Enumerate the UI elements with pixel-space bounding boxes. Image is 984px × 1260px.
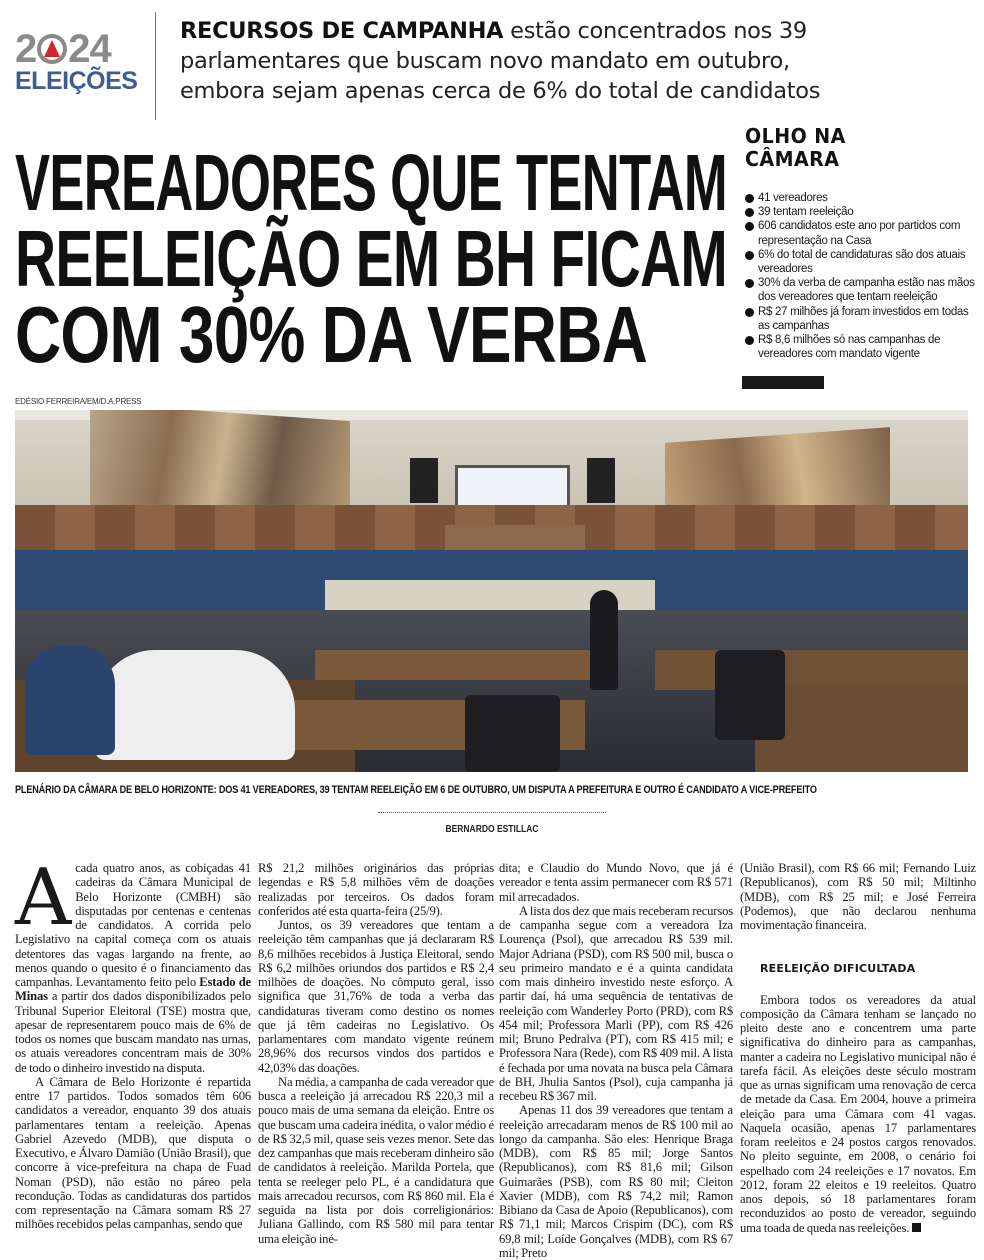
deck-kicker: RECURSOS DE CAMPANHA (180, 18, 504, 44)
header-divider (155, 12, 156, 120)
article-paragraph (740, 993, 976, 1235)
byline-rule (378, 812, 606, 813)
logo-word: ELEIÇÕES (15, 67, 138, 95)
chair (465, 695, 560, 772)
minas-triangle-icon (37, 34, 67, 64)
sidebar-item: 606 candidatos este ano por partidos com representação na Casa (745, 219, 980, 247)
sidebar-item: 30% da verba de campanha estão nas mãos dos vereadores que tentam reeleição (745, 276, 980, 304)
sidebar-item: 41 vereadores (745, 191, 980, 205)
photo-credit: EDÉSIO FERREIRA/EM/D.A.PRESS (15, 397, 142, 406)
headline-row (15, 290, 730, 379)
article-paragraph (15, 853, 251, 1075)
article-paragraph: A lista dos dez que mais receberam recursos de campanha segue com a vereadora Iza Lourença (Psol), que arrecadou R$ 539 mil. Major Adriana (PSD), com R$ 500 mil, busca o seu primeiro mandato e é a quinta candidata com mais dinheiro investido neste esforço. A partir daí, há uma sequência de tentativas de reeleição com Wanderley Porto (PRD), com R$ 454 mil; Professora Marli (PP), com R$ 426 mil; Bruno Pedralva (PT), com R$ 415 mil; e Professora Nara (Rede), com R$ 409 mil. A lista é fechada por uma novata na busca pela Câmara de BH, Jhulia Santos (Psol), cuja campanha já recebeu R$ 367 mil. (499, 903, 733, 1103)
newspaper-name: Estado de Minas (15, 975, 251, 1004)
headline-line: VEREADORES QUE TENTAM (15, 138, 727, 227)
logo-year-right: 24 (68, 27, 111, 71)
headline-line: COM 30% DA VERBA (15, 290, 648, 379)
drop-cap: A (15, 853, 72, 943)
article-column-4 (740, 861, 976, 1235)
text-run: cada quatro anos, as cobiçadas 41 cadeiras da Câmara Municipal de Belo Horizonte (CMBH) são disputadas por centenas e centenas de candidatos. A corrida pelo Legislativo na capital começa com os atuais detentores das vagas largando na frente, ao menos quando o quesito é o financiamento das campanhas. Levantamento feito pelo (15, 861, 251, 989)
logo-year (15, 27, 140, 71)
headline-line: REELEIÇÃO EM BH FICAM (15, 214, 727, 303)
desk (315, 650, 595, 680)
speaker (587, 458, 615, 503)
sidebar-item: 39 tentam reeleição (745, 205, 980, 219)
sidebar-end-bar (742, 376, 824, 389)
sidebar-list (745, 191, 980, 361)
article-paragraph: dita; e Claudio do Mundo Novo, que já é vereador e tenta assim permanecer com R$ 571 mil arrecadados. (499, 861, 733, 904)
article-subheading: REELEIÇÃO DIFICULTADA (760, 962, 916, 976)
article-paragraph: A Câmara de Belo Horizonte é repartida entre 17 partidos. Todos somados têm 606 candidatos a vereador, enquanto 39 dos atuais parlamentares tentam a reeleição. Apenas Gabriel Azevedo (MDB), que disputa o Executivo, e Álvaro Damião (União Brasil), que concorre à vice-prefeitura na chapa de Fuad Noman (PSD), não estão no páreo pela recondução. Todas as candidaturas dos partidos com representação na Câmara somam R$ 27 milhões recebidos pelas campanhas, sendo que (15, 1074, 251, 1232)
eleicoes-2024-logo (15, 27, 140, 95)
headline-row (15, 138, 730, 227)
sidebar-title: OLHO NA (745, 124, 846, 148)
end-mark-icon (912, 1223, 921, 1232)
sidebar-item: 6% do total de candidaturas são dos atuais vereadores (745, 248, 980, 276)
article-column-2 (258, 861, 494, 1246)
byline: BERNARDO ESTILLAC (445, 824, 539, 835)
deck-text (180, 16, 860, 106)
photo-caption-wrap (15, 780, 968, 798)
article-paragraph: Juntos, os 39 vereadores que tentam a reeleição têm campanhas que já declararam R$ 8,6 milhões recebidos à Justiça Eleitoral, sendo R$ 6,2 milhões oriundos dos partidos e R$ 2,4 milhões de doações. No cômputo geral, isso significa que 31,76% de toda a verba das candidaturas tiveram como destino os nomes que já têm cadeiras no Legislativo. Os parlamentares com mandato vigente reúnem 28,96% dos recursos vindos dos partidos e 42,03% das doações. (258, 918, 494, 1075)
article-paragraph: R$ 21,2 milhões originários das próprias legendas e R$ 5,8 milhões vêm de doações realizadas por terceiros. Os dados foram conferidos até esta quarta-feira (25/9). (258, 861, 494, 918)
headline (15, 138, 730, 379)
article-paragraph: (União Brasil), com R$ 66 mil; Fernando Luiz (Republicanos), com R$ 50 mil; Miltinho (MDB), com R$ 25 mil; e José Ferreira (Podemos), que não declarou nenhuma movimentação financeira. (740, 861, 976, 932)
plenary-photo (15, 410, 968, 772)
deck-rest: estão concentrados nos 39 parlamentares que buscam novo mandato em outubro, embora sejam apenas cerca de 6% do total de candidatos (180, 18, 821, 104)
person-blue-shirt (25, 645, 115, 755)
sidebar-olho-na-camara (745, 125, 980, 361)
person-white-shirt (95, 650, 295, 760)
article-paragraph: Na média, a campanha de cada vereador que busca a reeleição já arrecadou R$ 220,3 mil a pouco mais de uma semana da eleição. Entre os que buscam uma cadeira inédita, o valor médio é de R$ 32,5 mil, quase seis vezes menor. Sete das dez campanhas que mais receberam dinheiro são de candidatos à reeleição. Marilda Portela, que tenta se reeleger pelo PL, é a candidatura que mais arrecadou recursos, com R$ 860 mil. Ela é seguida na lista por dois correligionários: Juliana Gallindo, com R$ 580 mil para tentar uma eleição iné- (258, 1074, 494, 1246)
speaker (410, 458, 438, 503)
sidebar-item: R$ 8,6 milhões só nas campanhas de vereadores com mandato vigente (745, 333, 980, 361)
headline-row (15, 214, 730, 303)
text-run: Embora todos os vereadores da atual composição da Câmara tenham se lançado no pleito deste ano e concentrem uma parte significativa do dinheiro para as campanhas, manter a cadeira no Legislativo municipal não é tarefa fácil. As eleições deste século mostram que as urnas significam uma renovação de cerca de metade da Casa. Em 2004, houve a primeira eleição para uma Câmara com 41 vagas. Naquela ocasião, apenas 17 parlamentares foram reeleitos e 24 postos cargos renovados. No pleito seguinte, em 2008, o cenário foi espelhado com 24 reeleições e 17 novatos. Em 2012, foram 22 eleitos e 19 reeleitos. Quatro anos depois, só 18 parlamentares foram reconduzidos ao posto de vereador, seguindo uma toada de queda nas reeleições. (740, 992, 976, 1235)
sidebar-item: R$ 27 milhões já foram investidos em todas as campanhas (745, 305, 980, 333)
article-column-1 (15, 853, 251, 1232)
sidebar-title: CÂMARA (745, 147, 840, 171)
desk (755, 685, 968, 772)
article-paragraph: Apenas 11 dos 39 vereadores que tentam a reeleição arrecadaram menos de R$ 100 mil ao longo da campanha. São eles: Henrique Braga (MDB), com R$ 85 mil; Jorge Santos (Republicanos), com R$ 81,6 mil; Gilson Guimarães (PSB), com R$ 80 mil; Cleiton Xavier (MDB), com R$ 74,2 mil; Ramon Bibiano da Casa de Apoio (Republicanos), com R$ 71,1 mil; Marcos Crispim (DC), com R$ 69,8 mil; Loíde Gonçalves (MDB), com R$ 67 mil; Preto (499, 1103, 733, 1260)
chair (715, 650, 785, 740)
text-run: a partir dos dados disponibilizados pelo Tribunal Superior Eleitoral (TSE) mostra que, apesar de representarem pouco mais de 6% de todos os nomes que buscam mandato nas urnas, os atuais vereadores concentram mais de 30% de todo o dinheiro investido na disputa. (15, 989, 251, 1075)
logo-year-left: 2 (15, 27, 37, 71)
person-standing (590, 590, 618, 690)
photo-caption: PLENÁRIO DA CÂMARA DE BELO HORIZONTE: DOS 41 VEREADORES, 39 TENTAM REELEIÇÃO EM 6 DE OUTUBRO, UM DISPUTA A PREFEITURA E OUTRO É CANDIDATO A VICE-PREFEITO (15, 784, 817, 796)
article-column-3 (499, 861, 733, 1260)
desk (655, 650, 968, 690)
